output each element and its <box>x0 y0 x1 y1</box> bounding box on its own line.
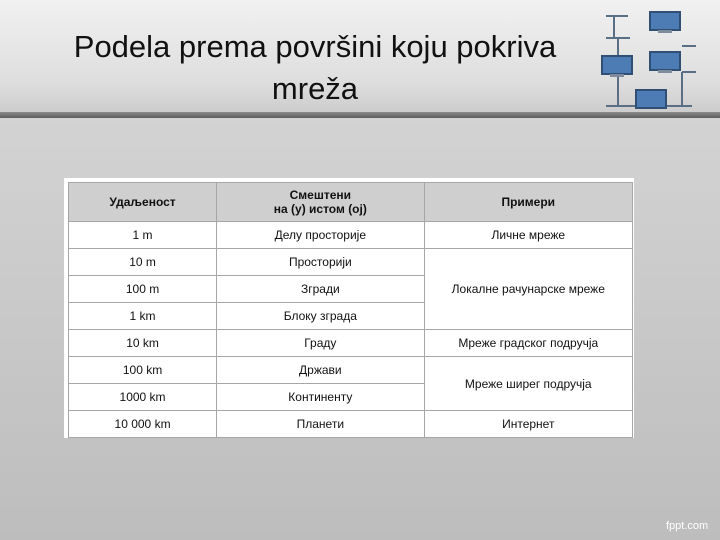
header-located <box>217 183 424 222</box>
located-cell: Континенту <box>217 384 424 411</box>
distance-cell: 10 000 km <box>69 411 217 438</box>
table-row <box>69 357 633 384</box>
table-row <box>69 222 633 249</box>
header-located-line1: Смештени <box>289 188 352 202</box>
located-cell: Граду <box>217 330 424 357</box>
title-line-2: mreža <box>271 71 359 106</box>
located-cell: Делу просторије <box>217 222 424 249</box>
header-distance: Удаљеност <box>69 183 217 222</box>
example-cell: Мреже градског подручја <box>424 330 632 357</box>
located-cell: Просторији <box>217 249 424 276</box>
title-band <box>0 0 720 118</box>
network-diagram-icon <box>596 8 708 112</box>
example-cell: Личне мреже <box>424 222 632 249</box>
distance-cell: 1 km <box>69 303 217 330</box>
distance-cell: 100 m <box>69 276 217 303</box>
example-cell: Локалне рачунарске мреже <box>424 249 632 330</box>
located-cell: Планети <box>217 411 424 438</box>
example-cell: Мреже ширег подручја <box>424 357 632 411</box>
table-header-row <box>69 183 633 222</box>
title-line-1: Podela prema površini koju pokriva <box>73 29 557 64</box>
located-cell: Згради <box>217 276 424 303</box>
distance-cell: 1 m <box>69 222 217 249</box>
located-cell: Држави <box>217 357 424 384</box>
distance-cell: 1000 km <box>69 384 217 411</box>
table-row <box>69 411 633 438</box>
header-examples: Примери <box>424 183 632 222</box>
table-row <box>69 330 633 357</box>
located-cell: Блоку зграда <box>217 303 424 330</box>
example-cell: Интернет <box>424 411 632 438</box>
distance-cell: 10 m <box>69 249 217 276</box>
table-row <box>69 249 633 276</box>
distance-cell: 10 km <box>69 330 217 357</box>
slide-title <box>20 26 610 110</box>
header-located-line2: на (у) истом (ој) <box>273 202 367 216</box>
distance-cell: 100 km <box>69 357 217 384</box>
footer-brand: fppt.com <box>666 520 709 532</box>
network-range-table <box>64 178 634 438</box>
